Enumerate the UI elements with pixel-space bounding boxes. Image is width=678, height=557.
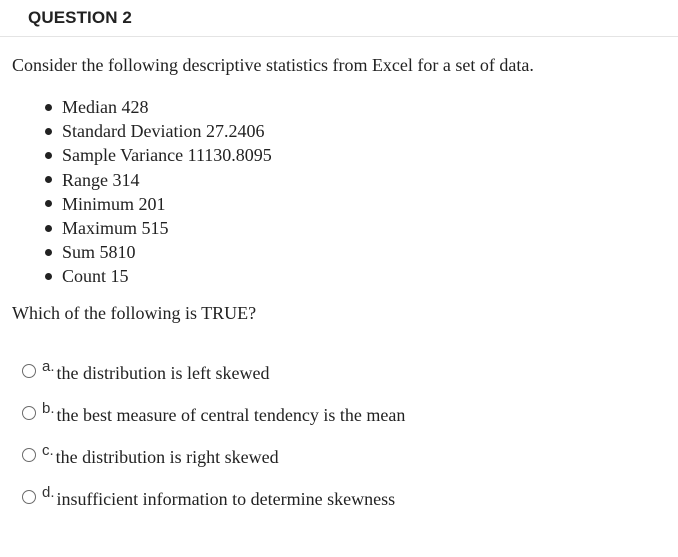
bullet-icon <box>45 176 52 183</box>
list-item <box>45 143 272 167</box>
stat-sum: Sum 5810 <box>62 242 136 263</box>
divider <box>0 36 678 37</box>
stat-count: Count 15 <box>62 266 129 287</box>
list-item <box>45 119 272 143</box>
bullet-icon <box>45 128 52 135</box>
bullet-icon <box>45 273 52 280</box>
question-prompt: Which of the following is TRUE? <box>12 303 257 323</box>
stat-median: Median 428 <box>62 97 149 118</box>
option-d[interactable] <box>22 483 396 511</box>
stat-minimum: Minimum 201 <box>62 193 166 214</box>
option-d-text: insufficient information to determine skewness <box>56 488 396 509</box>
option-a-text: the distribution is left skewed <box>56 362 270 383</box>
bullet-icon <box>45 200 52 207</box>
bullet-icon <box>45 249 52 256</box>
option-c[interactable] <box>22 441 279 469</box>
option-a-letter: a. <box>42 357 55 375</box>
stat-sample-variance: Sample Variance 11130.8095 <box>62 145 272 166</box>
option-b-letter: b. <box>42 399 55 417</box>
option-a[interactable] <box>22 357 270 385</box>
list-item <box>45 192 272 216</box>
radio-button-b[interactable] <box>22 406 36 420</box>
question-intro: Consider the following descriptive statistics from Excel for a set of data. <box>12 55 534 75</box>
option-c-letter: c. <box>42 441 54 459</box>
list-item <box>45 216 272 240</box>
list-item <box>45 264 272 288</box>
radio-button-d[interactable] <box>22 490 36 504</box>
bullet-icon <box>45 225 52 232</box>
radio-button-c[interactable] <box>22 448 36 462</box>
option-d-letter: d. <box>42 483 55 501</box>
question-title: QUESTION 2 <box>28 8 132 27</box>
bullet-icon <box>45 152 52 159</box>
radio-button-a[interactable] <box>22 364 36 378</box>
list-item <box>45 240 272 264</box>
list-item <box>45 95 272 119</box>
stat-maximum: Maximum 515 <box>62 218 169 239</box>
option-b[interactable] <box>22 399 406 427</box>
stat-range: Range 314 <box>62 169 140 190</box>
statistics-list <box>45 95 272 289</box>
option-c-text: the distribution is right skewed <box>55 446 279 467</box>
stat-standard-deviation: Standard Deviation 27.2406 <box>62 121 265 142</box>
bullet-icon <box>45 104 52 111</box>
list-item <box>45 168 272 192</box>
option-b-text: the best measure of central tendency is the mean <box>56 404 406 425</box>
